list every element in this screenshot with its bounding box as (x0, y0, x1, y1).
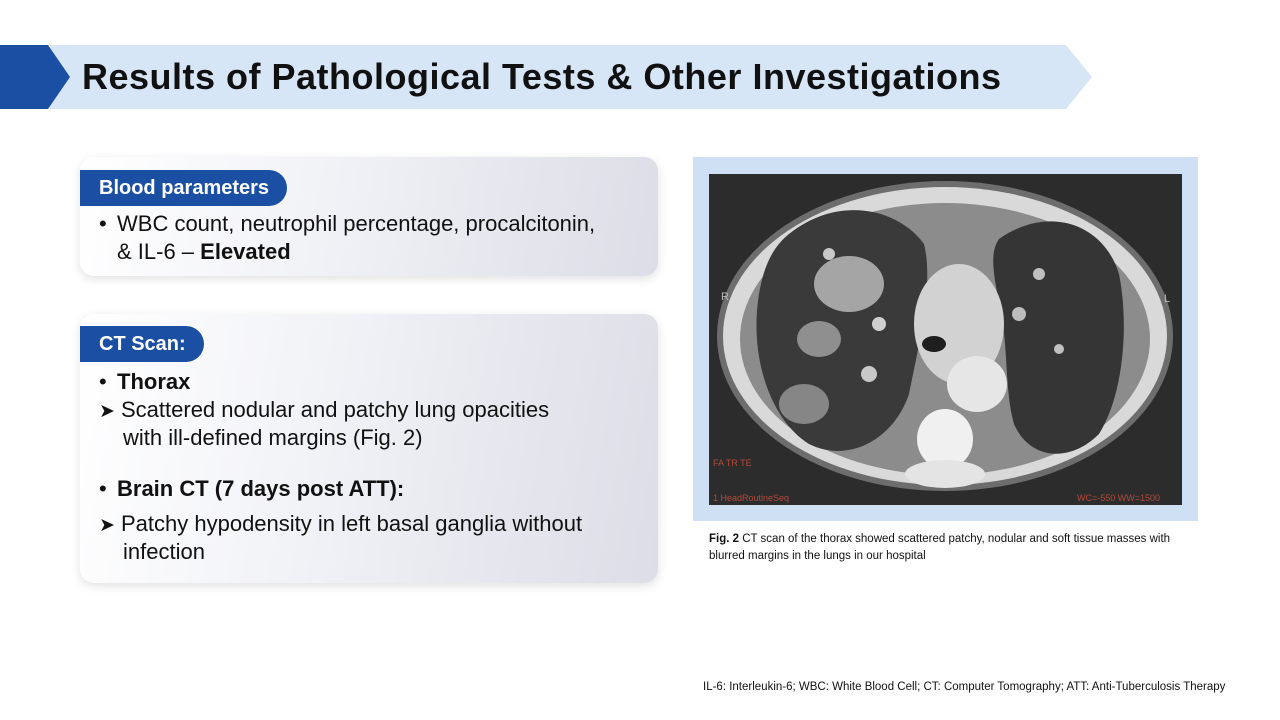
thorax-finding-line-1 (99, 396, 549, 426)
blood-elevated-label: Elevated (200, 239, 291, 264)
thorax-label: Thorax (117, 369, 191, 394)
ct-corner-text: FA TR TE (713, 458, 752, 468)
thorax-finding-text-1: Scattered nodular and patchy lung opacities (121, 397, 550, 422)
ct-scan-image (709, 174, 1182, 505)
abbreviations-footer: IL-6: Interleukin-6; WBC: White Blood Cell; CT: Computer Tomography; ATT: Anti-Tuberculosis Therapy (703, 681, 1226, 693)
arrow-bullet-icon: ➤ (99, 401, 115, 422)
ct-protocol-text: 1 HeadRoutineSeq (713, 493, 790, 503)
blood-line-1-text: WBC count, neutrophil percentage, procalcitonin, (117, 211, 596, 236)
ct-scan-card (80, 314, 658, 583)
figure-caption-label: Fig. 2 (709, 533, 740, 545)
ct-left-marker: L (1164, 293, 1171, 305)
blood-line-2 (117, 238, 291, 266)
figure-caption (709, 531, 1194, 565)
brain-finding-text-1: Patchy hypodensity in left basal ganglia without (121, 511, 583, 536)
thorax-finding-line-2: with ill-defined margins (Fig. 2) (123, 425, 423, 450)
blood-line-1 (99, 210, 595, 238)
bullet-icon: • (99, 476, 107, 501)
page-title: Results of Pathological Tests & Other Investigations (82, 56, 1002, 97)
brain-finding-line-2: infection (123, 539, 205, 564)
blood-line-2-text: & IL-6 – (117, 239, 201, 264)
blood-parameters-card (80, 157, 658, 276)
brain-finding-line-1 (99, 510, 582, 540)
ct-window-text: WC=-550 WW=1500 (1077, 493, 1161, 503)
thorax-heading (99, 368, 190, 396)
blood-parameters-heading: Blood parameters (80, 170, 287, 206)
bullet-icon: • (99, 211, 107, 236)
brain-ct-heading (99, 475, 404, 503)
brain-ct-label: Brain CT (7 days post ATT): (117, 476, 405, 501)
ct-right-marker: R (721, 291, 729, 303)
figure-caption-text: CT scan of the thorax showed scattered patchy, nodular and soft tissue masses with blurred margins in the lungs in our hospital (709, 533, 1171, 562)
bullet-icon: • (99, 369, 107, 394)
ct-scan-heading: CT Scan: (80, 326, 204, 362)
arrow-bullet-icon: ➤ (99, 515, 115, 536)
